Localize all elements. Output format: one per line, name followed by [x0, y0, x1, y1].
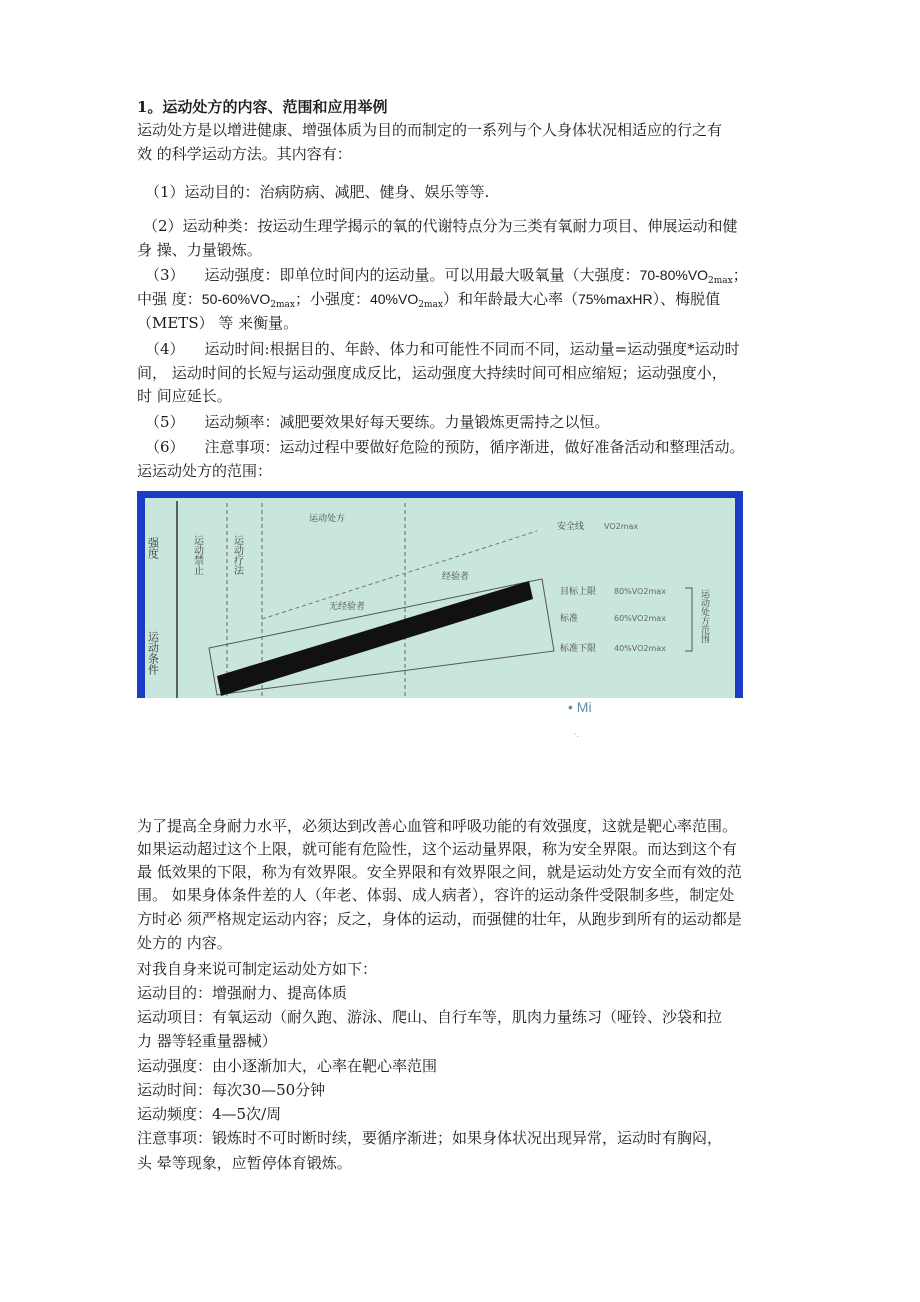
col-label-therapy: 运动疗法 — [231, 535, 243, 575]
label-novice: 无经验者 — [329, 602, 366, 612]
intro-line-1: 运动处方是以增进健康、增强体质为目的而制定的一系列与个人身体状况相适应的行之有 — [137, 121, 723, 139]
label-prescription: 运动处方 — [309, 514, 346, 524]
label-upper: 目标上限 — [560, 587, 597, 597]
self-notes-line-1: 注意事项：锻炼时不可时断时续，要循序渐进；如果身体状况出现异常，运动时有胸闷， — [137, 1129, 723, 1147]
self-frequency: 运动频度：4—5次/周 — [137, 1105, 282, 1123]
self-purpose: 运动目的：增强耐力、提高体质 — [137, 984, 348, 1002]
item-1: （1）运动目的：治病防病、减肥、健身、娱乐等等. — [145, 183, 490, 201]
body-line-6: 处方的 内容。 — [137, 934, 232, 952]
body-line-2: 如果运动超过这个上限，就可能有危险性，这个运动量界限，称为安全界限。而达到这个有 — [137, 840, 738, 858]
tiny-mark: ·. — [574, 730, 580, 739]
item-3-line-3: （METS） 等 来衡量。 — [137, 314, 299, 332]
label-lower-value: 40%VO2max — [614, 644, 666, 653]
label-safety: 安全线 — [557, 522, 585, 532]
y-axis-top-label: 强度 — [146, 537, 160, 559]
label-safety-value: VO2max — [604, 522, 639, 531]
intro-line-2: 效 的科学运动方法。其内容有： — [137, 145, 352, 163]
item-4-line-2: 间， 运动时间的长短与运动强度成反比，运动强度大持续时间可相应缩短；运动强度小， — [137, 364, 727, 382]
self-items-line-1: 运动项目：有氧运动（耐久跑、游泳、爬山、自行车等，肌肉力量练习（哑铃、沙袋和拉 — [137, 1008, 723, 1026]
body-line-5: 方时必 须严格规定运动内容；反之，身体的运动，而强健的壮年，从跑步到所有的运动都是 — [137, 910, 742, 928]
item-3-line-2: 中强 度：$50-60\%VO_{2max}$；小强度：$40\%VO_{2max}$）和年龄最大心率（75%maxHR）、梅脱值 — [137, 290, 721, 310]
self-time: 运动时间：每次30—50分钟 — [137, 1081, 326, 1099]
label-standard: 标准 — [560, 614, 579, 624]
figure-board — [145, 498, 735, 698]
figure-caption: • Mi — [568, 699, 592, 715]
item-6: （6） 注意事项：运动过程中要做好危险的预防，循序渐进，做好准备活动和整理活动。 — [145, 438, 745, 456]
self-heading: 对我自身来说可制定运动处方如下： — [137, 960, 378, 978]
section-title: 1。运动处方的内容、范围和应用举例 — [137, 98, 388, 116]
y-axis-bottom-label: 运动条件 — [146, 631, 160, 675]
item-5: （5） 运动频率：减肥要效果好每天要练。力量锻炼更需持之以恒。 — [145, 413, 610, 431]
label-range: 运动处方范围 — [699, 589, 709, 643]
item-2-line-2: 身 操、力量锻炼。 — [137, 241, 262, 259]
prescription-range-figure — [137, 491, 743, 698]
label-upper-value: 80%VO2max — [614, 587, 666, 596]
label-experienced: 经验者 — [442, 572, 470, 582]
self-items-line-2: 力 器等轻重量器械） — [137, 1032, 277, 1050]
body-line-3: 最 低效果的下限，称为有效界限。安全界限和有效界限之间，就是运动处方安全而有效的范 — [137, 863, 742, 881]
item-4-line-1: （4） 运动时间:根据目的、年龄、体力和可能性不同而不同，运动量=运动强度*运动时 — [145, 340, 740, 358]
item-3-line-1: （3） 运动强度：即单位时间内的运动量。可以用最大吸氧量（大强度：$70-80\%VO_{2max}$； — [145, 266, 748, 286]
item-4-line-3: 时 间应延长。 — [137, 387, 232, 405]
range-heading: 运运动处方的范围： — [137, 462, 273, 480]
col-label-prohibited: 运动禁止 — [191, 535, 203, 575]
body-line-4: 围。 如果身体条件差的人（年老、体弱、成人病者），容许的运动条件受限制多些，制定处 — [137, 886, 735, 904]
self-notes-line-2: 头 晕等现象，应暂停体育锻炼。 — [137, 1154, 352, 1172]
item-2-line-1: （2）运动种类：按运动生理学揭示的氧的代谢特点分为三类有氧耐力项目、伸展运动和健 — [143, 217, 738, 235]
label-lower: 标准下限 — [560, 644, 597, 654]
self-intensity: 运动强度：由小逐渐加大，心率在靶心率范围 — [137, 1057, 438, 1075]
body-line-1: 为了提高全身耐力水平，必须达到改善心血管和呼吸功能的有效强度，这就是靶心率范围。 — [137, 817, 738, 835]
label-standard-value: 60%VO2max — [614, 614, 666, 623]
